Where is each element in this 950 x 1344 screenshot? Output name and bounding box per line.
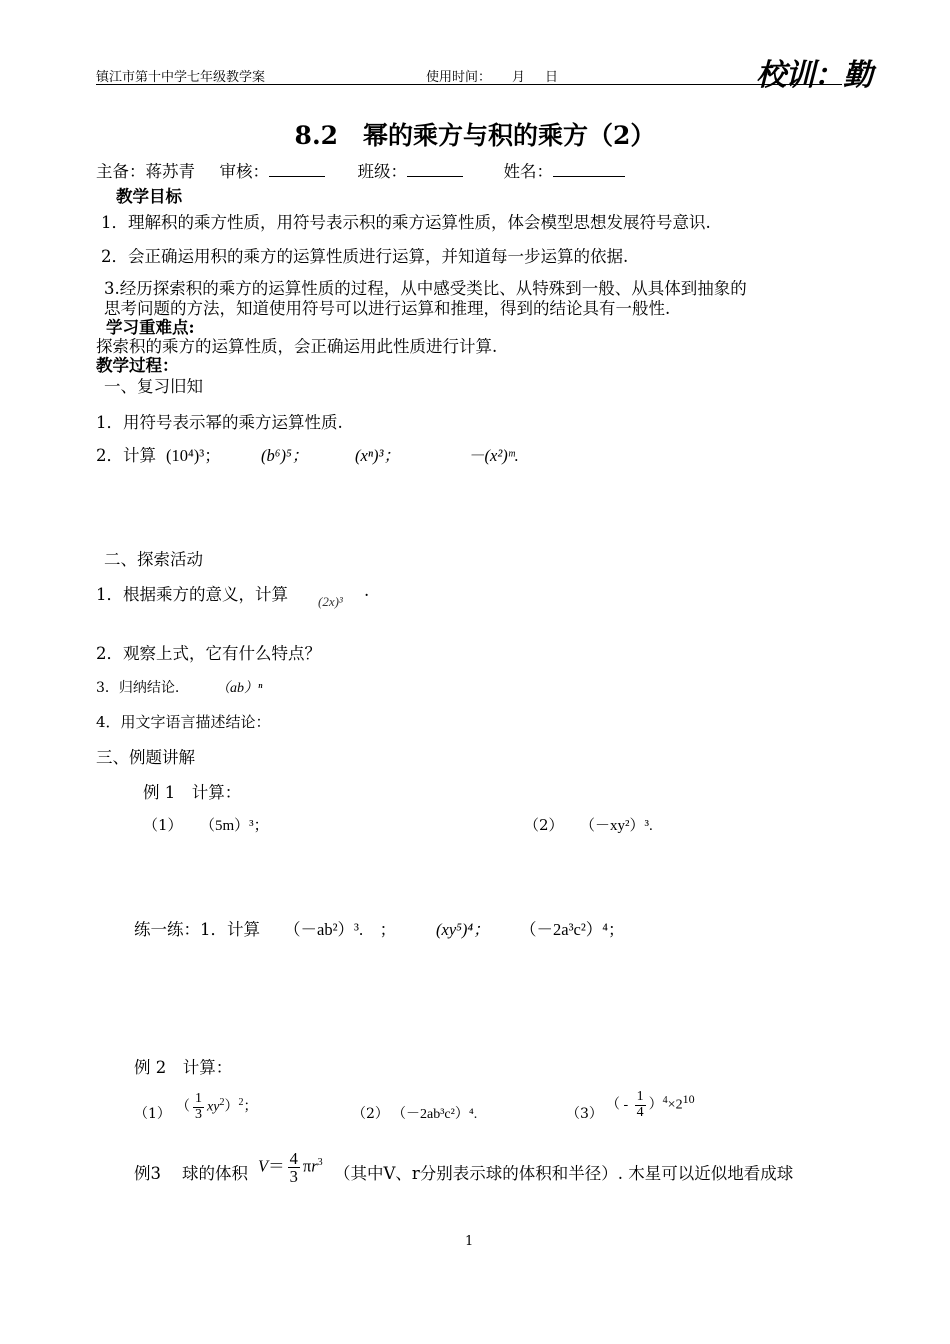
- example-3-label: 例3: [134, 1164, 161, 1183]
- process-heading: 教学过程：: [96, 356, 179, 375]
- explore-q1-expr: (2x)³: [318, 594, 343, 609]
- example-3-text-a: 球的体积: [182, 1164, 248, 1183]
- objective-3b: 思考问题的方法，知道使用符号可以进行运算和推理，得到的结论具有一般性.: [104, 299, 671, 318]
- header-day: 日: [545, 70, 559, 85]
- example-3-formula: V＝ $\frac{4}{3}$ $\pi r^3$: [258, 1149, 323, 1187]
- review-q2-item-4: －(x²)ᵐ.: [468, 446, 519, 465]
- class-blank: [407, 162, 463, 177]
- review-q1: 1．用符号表示幂的乘方运算性质.: [96, 413, 343, 432]
- class-label: 班级：: [357, 162, 407, 181]
- review-q2-item-2: (b⁶)⁵；: [261, 446, 309, 465]
- explore-q4: 4．用文字语言描述结论：: [96, 713, 271, 731]
- example-2-1-num: （1）: [134, 1106, 171, 1122]
- objectives-heading: 教学目标: [116, 187, 182, 206]
- objective-3a: 3.经历探索积的乘方的运算性质的过程，从中感受类比、从特殊到一般、从具体到抽象的: [104, 279, 747, 298]
- review-q2-item-1: (10⁴)³；: [166, 446, 221, 465]
- example-1-1-num: （1）: [143, 816, 183, 834]
- meta-line: [96, 158, 625, 182]
- example-1-2-num: （2）: [524, 816, 564, 834]
- example-2-3: （ - $\frac{1}{4}$ ）$^4\times 2^{10}$: [606, 1089, 695, 1120]
- page-number: 1: [465, 1234, 474, 1249]
- objective-1: 1．理解积的乘方性质，用符号表示积的乘方运算性质，体会模型思想发展符号意识.: [101, 213, 711, 232]
- example-2-2-num: （2）: [352, 1106, 389, 1122]
- review-heading: 一、复习旧知: [104, 377, 203, 396]
- header-time-label: 使用时间：: [426, 70, 492, 85]
- explore-q3-expr: （ab）ⁿ: [216, 681, 263, 696]
- example-2-label: 例 2 计算：: [134, 1058, 233, 1077]
- example-3-text-b: （其中V、r分别表示球的体积和半径）. 木星可以近似地看成球: [334, 1164, 794, 1183]
- example-2-3-num: （3）: [566, 1106, 603, 1122]
- header-month: 月: [512, 70, 526, 85]
- explore-heading: 二、探索活动: [104, 550, 203, 569]
- practice-label: 练一练：1．计算: [134, 920, 260, 939]
- examples-heading: 三、例题讲解: [96, 748, 195, 767]
- practice-2: (xy⁵)⁴；: [436, 920, 490, 939]
- page-title: 8.2 幂的乘方与积的乘方（2）: [294, 121, 656, 150]
- key-points-heading: 学习重难点:: [106, 318, 195, 337]
- example-1-2: （－xy²）³.: [580, 818, 653, 834]
- key-points-text: 探索积的乘方的运算性质，会正确运用此性质进行计算.: [96, 337, 498, 356]
- example-1-1: （5m）³；: [200, 818, 269, 834]
- explore-q2: 2．观察上式，它有什么特点？: [96, 644, 321, 663]
- example-2-1: （ $\frac{1}{3}$ $xy^2)^2$；: [176, 1091, 258, 1122]
- example-2-2: （－2ab³c²）⁴.: [392, 1107, 478, 1122]
- explore-q1-period: .: [364, 581, 370, 600]
- objective-2: 2．会正确运用积的乘方的运算性质进行运算，并知道每一步运算的依据.: [101, 247, 629, 266]
- explore-q3: 3．归纳结论.: [96, 680, 180, 696]
- explore-q1: 1．根据乘方的意义，计算: [96, 585, 288, 604]
- fraction-one-quarter: $\frac{1}{4}$: [636, 1089, 644, 1120]
- review-blank: [269, 162, 325, 177]
- example-1-label: 例 1 计算：: [143, 783, 242, 802]
- name-label: 姓名：: [503, 162, 553, 181]
- review-label: 审核：: [219, 162, 269, 181]
- author-label: 主备：: [96, 162, 146, 181]
- header-motto: 校训：勤: [756, 58, 872, 93]
- review-q2-prefix: 2．计算: [96, 446, 156, 465]
- practice-3: （－2a³c²）⁴；: [520, 920, 625, 939]
- name-blank: [553, 162, 625, 177]
- review-q2-item-3: (xⁿ)³；: [355, 446, 400, 465]
- practice-1: （－ab²）³. ；: [284, 920, 397, 939]
- header-school: 镇江市第十中学七年级教学案: [96, 70, 266, 85]
- header-rule: [96, 84, 842, 85]
- author-name: 蒋苏青: [145, 162, 195, 181]
- fraction-four-thirds: $\frac{4}{3}$: [289, 1149, 298, 1187]
- fraction-one-third: $\frac{1}{3}$: [195, 1091, 202, 1122]
